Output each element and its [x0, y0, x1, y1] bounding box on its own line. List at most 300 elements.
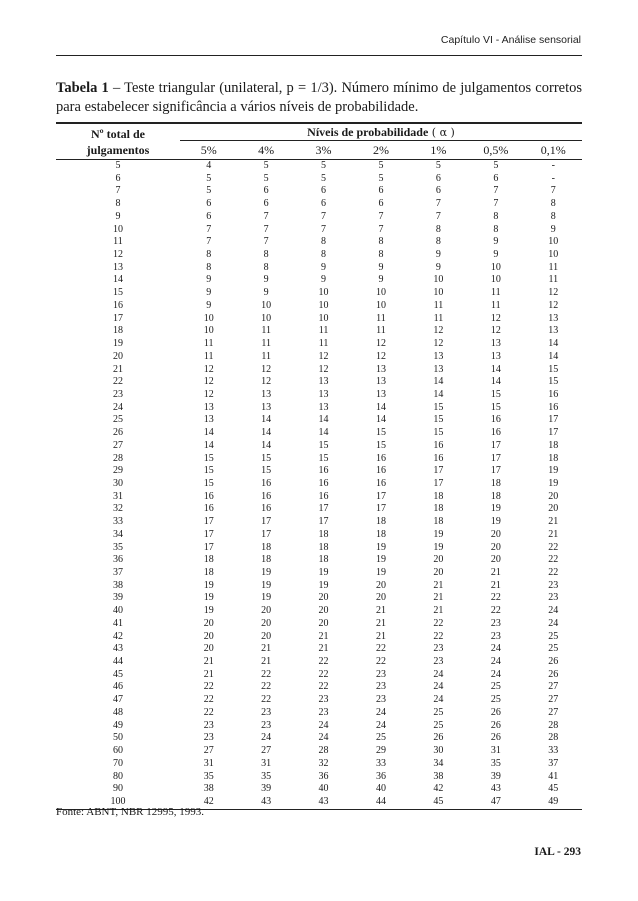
table-row — [56, 542, 582, 555]
min-correct-cell: 7 — [206, 236, 212, 248]
min-correct-cell: 18 — [203, 554, 214, 566]
source-note: Fonte: ABNT, NBR 12995, 1993. — [56, 806, 205, 818]
min-correct-cell: 45 — [548, 783, 559, 795]
min-correct-cell: 16 — [375, 477, 386, 489]
judgments-cell: 26 — [113, 427, 123, 439]
table-row — [56, 402, 582, 415]
table-row — [56, 300, 582, 313]
min-correct-cell: 17 — [490, 452, 501, 464]
min-correct-cell: 6 — [263, 198, 269, 210]
table-row — [56, 503, 582, 516]
min-correct-cell: 18 — [318, 554, 329, 566]
min-correct-cell: 13 — [261, 401, 272, 413]
header-rule — [56, 55, 582, 56]
judgments-cell: 24 — [113, 401, 123, 413]
min-correct-cell: 6 — [263, 185, 269, 197]
table-row — [56, 453, 582, 466]
min-correct-cell: 15 — [318, 439, 329, 451]
min-correct-cell: 12 — [318, 350, 329, 362]
min-correct-cell: 4 — [206, 160, 212, 171]
judgments-cell: 48 — [113, 706, 123, 718]
min-correct-cell: 6 — [493, 172, 499, 184]
min-correct-cell: 18 — [318, 541, 329, 553]
min-correct-cell: 16 — [261, 477, 272, 489]
min-correct-cell: 20 — [548, 490, 559, 502]
col-header-total-line1: Nº total de — [91, 126, 145, 141]
min-correct-cell: 8 — [435, 223, 441, 235]
table-row — [56, 224, 582, 237]
min-correct-cell: 7 — [435, 210, 441, 222]
min-correct-cell: 19 — [261, 567, 272, 578]
min-correct-cell: 15 — [203, 465, 214, 477]
min-correct-cell: 5 — [206, 172, 212, 184]
judgments-cell: 13 — [113, 261, 123, 273]
min-correct-cell: 8 — [263, 261, 269, 273]
min-correct-cell: 7 — [263, 210, 269, 222]
judgments-cell: 30 — [113, 477, 123, 489]
min-correct-cell: 15 — [203, 477, 214, 489]
table-row — [56, 681, 582, 694]
min-correct-cell: 19 — [490, 516, 501, 528]
table-row — [56, 249, 582, 262]
min-correct-cell: 26 — [490, 732, 501, 744]
judgments-cell: 37 — [113, 567, 123, 578]
min-correct-cell: 17 — [548, 427, 559, 439]
min-correct-cell: 6 — [435, 172, 441, 184]
min-correct-cell: 18 — [203, 567, 214, 578]
min-correct-cell: 8 — [378, 249, 384, 261]
table-row — [56, 376, 582, 389]
min-correct-cell: 13 — [261, 388, 272, 400]
judgments-cell: 33 — [113, 516, 123, 528]
min-correct-cell: 5 — [206, 185, 212, 197]
judgments-cell: 35 — [113, 541, 123, 553]
min-correct-cell: 14 — [261, 439, 272, 451]
min-correct-cell: 23 — [375, 681, 386, 693]
min-correct-cell: 17 — [261, 516, 272, 528]
min-correct-cell: 21 — [433, 592, 444, 604]
min-correct-cell: 22 — [490, 605, 501, 617]
table-row — [56, 351, 582, 364]
min-correct-cell: 24 — [433, 694, 444, 706]
min-correct-cell: 22 — [548, 567, 559, 578]
min-correct-cell: 12 — [203, 363, 214, 375]
min-correct-cell: 11 — [376, 312, 386, 324]
min-correct-cell: 25 — [548, 630, 559, 642]
min-correct-cell: 43 — [237, 796, 294, 809]
min-correct-cell: 10 — [203, 312, 214, 324]
judgments-cell: 42 — [113, 630, 123, 642]
judgments-cell: 14 — [113, 274, 123, 286]
min-correct-cell: 21 — [490, 567, 501, 578]
judgments-cell: 31 — [113, 490, 123, 502]
min-correct-cell: 20 — [433, 554, 444, 566]
judgments-cell: 29 — [113, 465, 123, 477]
min-correct-cell: 12 — [318, 363, 329, 375]
table-row — [56, 427, 582, 440]
min-correct-cell: 17 — [490, 465, 501, 477]
min-correct-cell: 23 — [203, 719, 214, 731]
min-correct-cell: 25 — [433, 719, 444, 731]
min-correct-cell: 26 — [548, 668, 559, 680]
min-correct-cell: 14 — [318, 427, 329, 439]
judgments-cell: 27 — [113, 439, 123, 451]
min-correct-cell: 21 — [375, 617, 386, 629]
judgments-cell: 32 — [113, 503, 123, 515]
min-correct-cell: 23 — [490, 617, 501, 629]
min-correct-cell: 18 — [375, 528, 386, 540]
min-correct-cell: 42 — [433, 783, 444, 795]
min-correct-cell: 37 — [548, 757, 559, 769]
min-correct-cell: 14 — [548, 338, 559, 350]
min-correct-cell: 26 — [433, 732, 444, 744]
min-correct-cell: 22 — [375, 643, 386, 655]
table-row — [56, 478, 582, 491]
table-row — [56, 491, 582, 504]
min-correct-cell: 12 — [433, 325, 444, 337]
min-correct-cell: 24 — [318, 732, 329, 744]
min-correct-cell: 11 — [548, 274, 559, 286]
min-correct-cell: 22 — [548, 554, 559, 566]
min-correct-cell: 24 — [433, 681, 444, 693]
table-caption — [56, 79, 582, 117]
min-correct-cell: 12 — [375, 350, 386, 362]
min-correct-cell: 21 — [203, 656, 214, 668]
min-correct-cell: 22 — [433, 617, 444, 629]
min-correct-cell: 22 — [203, 706, 214, 718]
min-correct-cell: 11 — [433, 312, 444, 324]
min-correct-cell: 17 — [261, 528, 272, 540]
judgments-cell: 80 — [113, 770, 123, 782]
min-correct-cell: 5 — [263, 160, 269, 171]
min-correct-cell: 21 — [433, 605, 444, 617]
min-correct-cell: 7 — [263, 223, 269, 235]
judgments-cell: 18 — [113, 325, 123, 337]
min-correct-cell: 7 — [321, 223, 327, 235]
table-row — [56, 758, 582, 771]
min-correct-cell: 14 — [203, 439, 214, 451]
min-correct-cell: 13 — [203, 401, 214, 413]
min-correct-cell: 6 — [435, 185, 441, 197]
min-correct-cell: 24 — [548, 617, 559, 629]
table-row — [56, 414, 582, 427]
judgments-cell: 15 — [113, 287, 123, 299]
min-correct-cell: 13 — [490, 338, 501, 350]
min-correct-cell: 20 — [261, 605, 272, 617]
min-correct-cell: - — [551, 172, 555, 184]
min-correct-cell: 15 — [261, 465, 272, 477]
min-correct-cell: 31 — [261, 757, 272, 769]
min-correct-cell: 20 — [261, 617, 272, 629]
min-correct-cell: 7 — [263, 236, 269, 248]
min-correct-cell: 9 — [263, 274, 269, 286]
min-correct-cell: 16 — [490, 427, 501, 439]
min-correct-cell: 10 — [203, 325, 214, 337]
min-correct-cell: 15 — [261, 452, 272, 464]
min-correct-cell: 14 — [261, 427, 272, 439]
levels-header — [180, 123, 582, 141]
judgments-cell: 43 — [113, 643, 123, 655]
min-correct-cell: 18 — [433, 490, 444, 502]
col-header-total-line2: julgamentos — [86, 142, 150, 157]
min-correct-cell: 11 — [261, 350, 271, 362]
judgments-cell: 38 — [113, 579, 123, 591]
page-number: IAL - 293 — [534, 846, 581, 858]
min-correct-cell: 10 — [261, 299, 272, 311]
min-correct-cell: 22 — [490, 592, 501, 604]
min-correct-cell: 21 — [375, 630, 386, 642]
min-correct-cell: 16 — [318, 490, 329, 502]
min-correct-cell: 17 — [433, 465, 444, 477]
judgments-cell: 7 — [115, 185, 121, 197]
min-correct-cell: 23 — [548, 579, 559, 591]
judgments-cell: 5 — [115, 160, 121, 171]
judgments-cell: 90 — [113, 783, 123, 795]
judgments-cell: 45 — [113, 668, 123, 680]
min-correct-cell: 23 — [548, 592, 559, 604]
col-header-level: 2% — [352, 141, 409, 160]
min-correct-cell: 5 — [263, 172, 269, 184]
min-correct-cell: 27 — [261, 745, 272, 757]
min-correct-cell: 16 — [375, 465, 386, 477]
table-row — [56, 631, 582, 644]
min-correct-cell: 14 — [261, 414, 272, 426]
judgments-cell: 10 — [113, 223, 123, 235]
min-correct-cell: 26 — [548, 656, 559, 668]
table-row — [56, 287, 582, 300]
min-correct-cell: 22 — [261, 694, 272, 706]
caption-label: Tabela 1 — [56, 80, 109, 96]
table-row — [56, 783, 582, 796]
min-correct-cell: 16 — [433, 439, 444, 451]
min-correct-cell: 22 — [548, 541, 559, 553]
judgments-cell: 50 — [113, 732, 123, 744]
min-correct-cell: 8 — [206, 249, 212, 261]
table-row — [56, 669, 582, 682]
col-header-level: 0,5% — [467, 141, 524, 160]
min-correct-cell: 5 — [493, 160, 499, 171]
min-correct-cell: 33 — [548, 745, 559, 757]
min-correct-cell: 11 — [491, 287, 501, 299]
min-correct-cell: 8 — [321, 249, 327, 261]
min-correct-cell: 39 — [490, 770, 501, 782]
min-correct-cell: 15 — [433, 401, 444, 413]
min-correct-cell: 24 — [490, 643, 501, 655]
min-correct-cell: 15 — [318, 452, 329, 464]
min-correct-cell: 35 — [203, 770, 214, 782]
min-correct-cell: 14 — [433, 388, 444, 400]
min-correct-cell: 13 — [375, 376, 386, 388]
min-correct-cell: 23 — [490, 630, 501, 642]
table-row — [56, 198, 582, 211]
col-header-level: 5% — [180, 141, 237, 160]
min-correct-cell: 9 — [206, 299, 212, 311]
min-correct-cell: 13 — [203, 414, 214, 426]
min-correct-cell: 20 — [490, 541, 501, 553]
min-correct-cell: 24 — [490, 656, 501, 668]
min-correct-cell: 21 — [375, 605, 386, 617]
min-correct-cell: 28 — [548, 719, 559, 731]
min-correct-cell: 18 — [548, 439, 559, 451]
min-correct-cell: 18 — [433, 503, 444, 515]
min-correct-cell: 24 — [490, 668, 501, 680]
table-row — [56, 580, 582, 593]
min-correct-cell: 21 — [203, 668, 214, 680]
min-correct-cell: 22 — [433, 630, 444, 642]
min-correct-cell: 47 — [467, 796, 524, 809]
min-correct-cell: 17 — [318, 516, 329, 528]
min-correct-cell: 19 — [203, 592, 214, 604]
judgments-cell: 22 — [113, 376, 123, 388]
col-header-level: 1% — [410, 141, 467, 160]
min-correct-cell: 20 — [375, 579, 386, 591]
min-correct-cell: 42 — [180, 796, 237, 809]
min-correct-cell: 11 — [203, 338, 214, 350]
min-correct-cell: 21 — [433, 579, 444, 591]
min-correct-cell: 8 — [206, 261, 212, 273]
col-header-level: 4% — [237, 141, 294, 160]
min-correct-cell: 15 — [433, 427, 444, 439]
table-row — [56, 529, 582, 542]
judgments-cell: 25 — [113, 414, 123, 426]
min-correct-cell: 15 — [203, 452, 214, 464]
min-correct-cell: 9 — [378, 274, 384, 286]
min-correct-cell: 9 — [321, 274, 327, 286]
min-correct-cell: 25 — [433, 706, 444, 718]
min-correct-cell: 14 — [318, 414, 329, 426]
table-row — [56, 465, 582, 478]
judgments-cell: 40 — [113, 605, 123, 617]
alpha-symbol: α — [439, 125, 448, 139]
min-correct-cell: 9 — [435, 249, 441, 261]
col-header-total-judgments — [56, 123, 180, 160]
min-correct-cell: 5 — [321, 160, 327, 171]
min-correct-cell: 21 — [261, 643, 272, 655]
min-correct-cell: 17 — [203, 528, 214, 540]
min-correct-cell: 35 — [490, 757, 501, 769]
min-correct-cell: 7 — [493, 198, 499, 210]
min-correct-cell: 27 — [548, 681, 559, 693]
min-correct-cell: 11 — [376, 325, 386, 337]
min-correct-cell: 10 — [548, 236, 559, 248]
table-row — [56, 236, 582, 249]
min-correct-cell: 14 — [490, 376, 501, 388]
judgments-cell: 12 — [113, 249, 123, 261]
min-correct-cell: 17 — [490, 439, 501, 451]
caption-text: – Teste triangular (unilateral, p = 1/3). Número mínimo de julgamentos corretos para estabelecer significância a vários níveis de probabilidade. — [56, 80, 583, 115]
table-row — [56, 605, 582, 618]
min-correct-cell: 9 — [493, 236, 499, 248]
min-correct-cell: 10 — [375, 299, 386, 311]
min-correct-cell: 6 — [206, 198, 212, 210]
min-correct-cell: 20 — [375, 592, 386, 604]
table-row — [56, 694, 582, 707]
min-correct-cell: 31 — [490, 745, 501, 757]
levels-paren-close: ) — [447, 125, 455, 139]
table-row — [56, 325, 582, 338]
min-correct-cell: 9 — [493, 249, 499, 261]
table-body — [56, 160, 582, 810]
min-correct-cell: 26 — [490, 719, 501, 731]
min-correct-cell: 19 — [548, 465, 559, 477]
min-correct-cell: 18 — [375, 516, 386, 528]
judgments-cell: 70 — [113, 757, 123, 769]
min-correct-cell: 8 — [550, 210, 556, 222]
min-correct-cell: 14 — [203, 427, 214, 439]
table-row — [56, 720, 582, 733]
min-correct-cell: 40 — [375, 783, 386, 795]
min-correct-cell: 35 — [261, 770, 272, 782]
min-correct-cell: 23 — [375, 668, 386, 680]
min-correct-cell: 12 — [548, 287, 559, 299]
min-correct-cell: 19 — [490, 503, 501, 515]
min-correct-cell: 22 — [261, 681, 272, 693]
min-correct-cell: 11 — [261, 338, 271, 350]
judgments-cell: 6 — [115, 172, 121, 184]
min-correct-cell: 24 — [433, 668, 444, 680]
min-correct-cell: 20 — [490, 554, 501, 566]
levels-paren-open: ( — [428, 125, 440, 139]
min-correct-cell: 14 — [375, 401, 386, 413]
min-correct-cell: 28 — [548, 732, 559, 744]
min-correct-cell: 11 — [491, 299, 501, 311]
judgments-cell: 34 — [113, 528, 123, 540]
min-correct-cell: 5 — [321, 172, 327, 184]
min-correct-cell: 23 — [261, 706, 272, 718]
min-correct-cell: 20 — [203, 643, 214, 655]
min-correct-cell: 41 — [548, 770, 559, 782]
min-correct-cell: 36 — [318, 770, 329, 782]
judgments-cell: 9 — [115, 210, 121, 222]
min-correct-cell: 16 — [433, 452, 444, 464]
min-correct-cell: 23 — [203, 732, 214, 744]
table-row — [56, 516, 582, 529]
min-correct-cell: 20 — [203, 630, 214, 642]
min-correct-cell: 15 — [490, 388, 501, 400]
min-correct-cell: 20 — [548, 503, 559, 515]
table-container — [56, 122, 582, 810]
min-correct-cell: 21 — [490, 579, 501, 591]
min-correct-cell: 10 — [375, 287, 386, 299]
min-correct-cell: 6 — [378, 185, 384, 197]
min-correct-cell: 8 — [435, 236, 441, 248]
min-correct-cell: 13 — [318, 388, 329, 400]
min-correct-cell: 17 — [375, 503, 386, 515]
min-correct-cell: 19 — [433, 528, 444, 540]
table-row — [56, 618, 582, 631]
min-correct-cell: 7 — [435, 198, 441, 210]
min-correct-cell: 21 — [261, 656, 272, 668]
min-correct-cell: 15 — [490, 401, 501, 413]
min-correct-cell: 7 — [321, 210, 327, 222]
judgments-cell: 20 — [113, 350, 123, 362]
min-correct-cell: 14 — [433, 376, 444, 388]
judgments-cell: 17 — [113, 312, 123, 324]
table-row — [56, 173, 582, 186]
min-correct-cell: 25 — [490, 694, 501, 706]
col-header-level: 3% — [295, 141, 352, 160]
min-correct-cell: 20 — [318, 617, 329, 629]
min-correct-cell: 7 — [550, 185, 556, 197]
min-correct-cell: 25 — [548, 643, 559, 655]
min-correct-cell: 12 — [490, 325, 501, 337]
min-correct-cell: 18 — [490, 477, 501, 489]
judgments-cell: 44 — [113, 656, 123, 668]
min-correct-cell: 44 — [352, 796, 409, 809]
min-correct-cell: 12 — [490, 312, 501, 324]
min-correct-cell: 12 — [261, 363, 272, 375]
min-correct-cell: 19 — [375, 541, 386, 553]
